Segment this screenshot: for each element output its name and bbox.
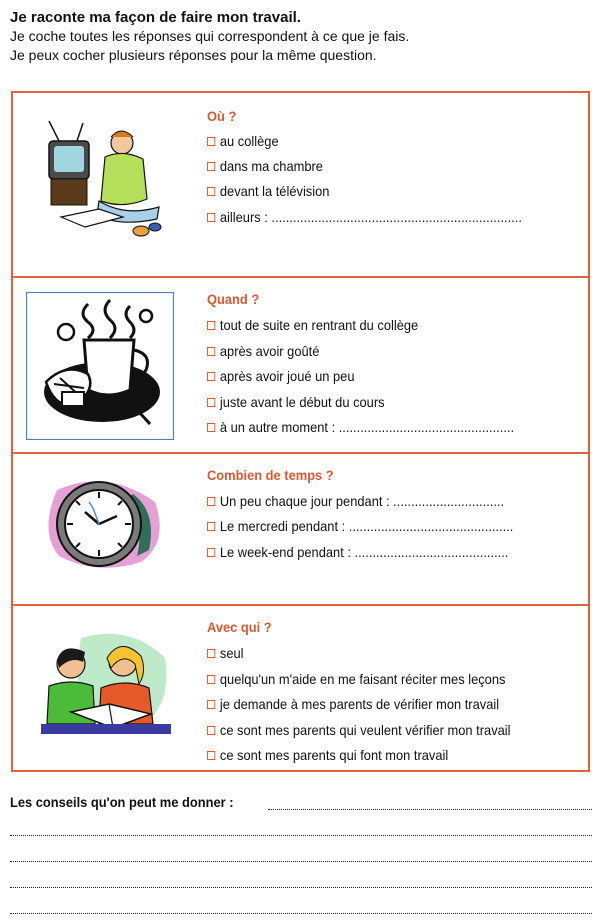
option-with-whom-1[interactable]: seul	[207, 644, 244, 662]
option-duration-3[interactable]: Le week-end pendant : ...........................................	[207, 543, 508, 561]
checkbox-icon[interactable]	[207, 187, 215, 196]
section-where	[13, 93, 588, 276]
header	[10, 8, 600, 65]
checkbox-icon[interactable]	[207, 321, 215, 330]
advice-line-3[interactable]	[10, 860, 592, 862]
checkbox-icon[interactable]	[207, 700, 215, 709]
option-where-1[interactable]: au collège	[207, 132, 279, 150]
checkbox-icon[interactable]	[207, 372, 215, 381]
advice-line-1[interactable]	[268, 808, 592, 810]
checkbox-icon[interactable]	[207, 649, 215, 658]
boy-reading-tv-icon	[39, 119, 169, 249]
instruction-line-2: Je peux cocher plusieurs réponses pour la même question.	[10, 47, 377, 63]
option-duration-1[interactable]: Un peu chaque jour pendant : ...............................	[207, 492, 504, 510]
checkbox-icon[interactable]	[207, 522, 215, 531]
question-when: Quand ?	[207, 291, 260, 307]
checkbox-icon[interactable]	[207, 347, 215, 356]
option-where-4[interactable]: ailleurs : ......................................................................	[207, 208, 522, 226]
option-with-whom-4[interactable]: ce sont mes parents qui veulent vérifier mon travail	[207, 721, 511, 739]
advice-label: Les conseils qu'on peut me donner :	[10, 794, 234, 810]
option-when-5[interactable]: à un autre moment : .................................................	[207, 418, 514, 436]
option-duration-2[interactable]: Le mercredi pendant : ..............................................	[207, 517, 513, 535]
snack-coffee-croissant-icon	[26, 292, 174, 440]
questionnaire-frame	[11, 91, 590, 772]
section-with-whom	[13, 604, 588, 772]
checkbox-icon[interactable]	[207, 213, 215, 222]
clock-icon	[37, 472, 167, 572]
option-when-3[interactable]: après avoir joué un peu	[207, 367, 355, 385]
advice-line-5[interactable]	[10, 912, 592, 914]
option-with-whom-5[interactable]: ce sont mes parents qui font mon travail	[207, 746, 448, 764]
option-when-2[interactable]: après avoir goûté	[207, 342, 319, 360]
checkbox-icon[interactable]	[207, 162, 215, 171]
checkbox-icon[interactable]	[207, 497, 215, 506]
advice-line-4[interactable]	[10, 886, 592, 888]
two-children-reading-icon	[41, 628, 171, 736]
page-title: Je raconte ma façon de faire mon travail.	[10, 9, 301, 26]
question-with-whom: Avec qui ?	[207, 619, 272, 635]
option-with-whom-2[interactable]: quelqu'un m'aide en me faisant réciter mes leçons	[207, 670, 505, 688]
question-where: Où ?	[207, 108, 237, 124]
checkbox-icon[interactable]	[207, 548, 215, 557]
option-when-4[interactable]: juste avant le début du cours	[207, 393, 385, 411]
checkbox-icon[interactable]	[207, 726, 215, 735]
checkbox-icon[interactable]	[207, 751, 215, 760]
advice-line-2[interactable]	[10, 834, 592, 836]
checkbox-icon[interactable]	[207, 137, 215, 146]
option-when-1[interactable]: tout de suite en rentrant du collège	[207, 316, 418, 334]
advice-section	[10, 794, 595, 810]
checkbox-icon[interactable]	[207, 675, 215, 684]
option-with-whom-3[interactable]: je demande à mes parents de vérifier mon travail	[207, 695, 499, 713]
checkbox-icon[interactable]	[207, 398, 215, 407]
section-duration	[13, 452, 588, 604]
question-duration: Combien de temps ?	[207, 467, 334, 483]
option-where-2[interactable]: dans ma chambre	[207, 157, 323, 175]
option-where-3[interactable]: devant la télévision	[207, 182, 329, 200]
instruction-line-1: Je coche toutes les réponses qui correspondent à ce que je fais.	[10, 28, 410, 44]
checkbox-icon[interactable]	[207, 423, 215, 432]
section-when	[13, 276, 588, 452]
